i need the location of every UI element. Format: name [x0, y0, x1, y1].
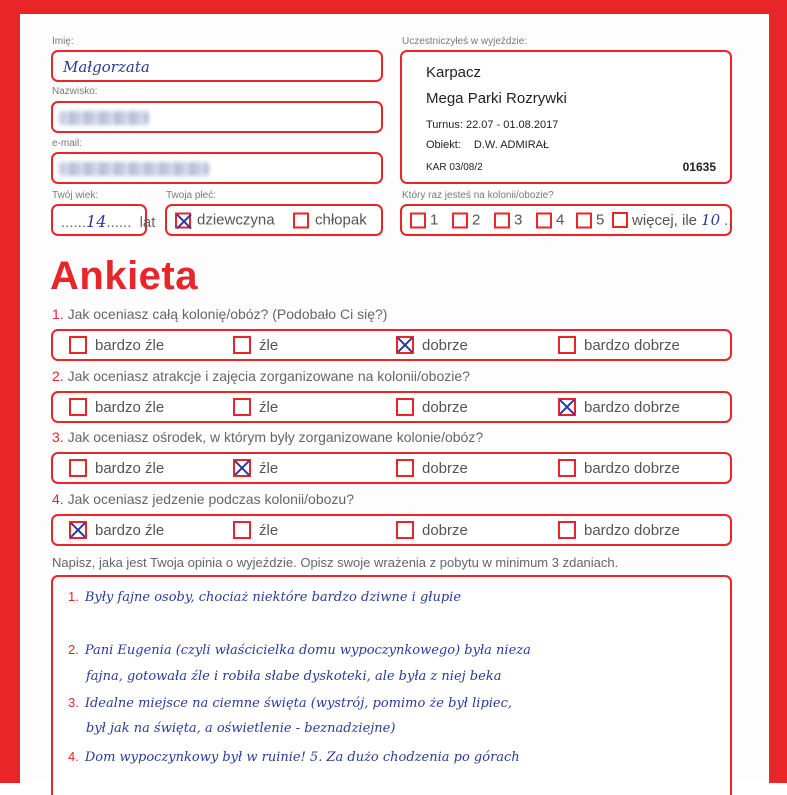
gender-field [165, 204, 383, 236]
rating-label: bardzo źle [95, 459, 165, 477]
question-2-option[interactable] [558, 398, 680, 416]
surname-redacted [59, 111, 149, 125]
question-3-options [51, 452, 732, 484]
times-5-checkbox[interactable] [576, 212, 592, 228]
times-3-checkbox[interactable] [494, 212, 510, 228]
opinion-line [68, 720, 395, 736]
name-value: Małgorzata [63, 58, 150, 76]
email-label: e-mail: [52, 138, 83, 149]
question-label: Jak oceniasz atrakcje i zajęcia zorganizowane na kolonii/obozie? [67, 368, 470, 384]
rating-label: bardzo dobrze [584, 336, 680, 354]
rating-checkbox[interactable] [233, 521, 251, 539]
times-more-label: więcej, ile [632, 211, 698, 229]
opinion-line-number: 3. [68, 695, 79, 710]
times-3-label: 3 [514, 211, 523, 229]
gender-option-boy[interactable] [293, 212, 367, 229]
opinion-line [68, 668, 501, 684]
question-4-option[interactable] [233, 521, 278, 539]
times-more-suffix: .. [724, 211, 733, 229]
opinion-line-text: był jak na święta, a oświetlenie - beznadziejne) [86, 721, 396, 736]
rating-label: bardzo źle [95, 521, 165, 539]
obiekt-label: Obiekt: [426, 139, 461, 151]
camp-number: 01635 [682, 160, 716, 174]
survey-title: Ankieta [50, 254, 198, 298]
opinion-line [68, 695, 512, 711]
gender-girl-checkbox[interactable] [175, 212, 191, 228]
age-value: 14 [86, 212, 107, 231]
rating-label: bardzo dobrze [584, 521, 680, 539]
times-option-5[interactable] [576, 212, 604, 229]
question-2-option[interactable] [233, 398, 278, 416]
rating-checkbox[interactable] [396, 521, 414, 539]
gender-label: Twoja płeć: [166, 190, 217, 201]
turnus-value: 22.07 - 01.08.2017 [465, 119, 559, 131]
rating-label: źle [259, 398, 279, 416]
rating-checkbox[interactable] [233, 398, 251, 416]
rating-checkbox[interactable] [396, 336, 414, 354]
question-2-option[interactable] [69, 398, 164, 416]
name-label: Imię: [52, 36, 74, 47]
question-3-option[interactable] [69, 459, 164, 477]
rating-checkbox[interactable] [69, 521, 87, 539]
rating-checkbox[interactable] [69, 459, 87, 477]
times-2-checkbox[interactable] [452, 212, 468, 228]
times-label: Który raz jesteś na kolonii/obozie? [402, 190, 554, 201]
question-1-option[interactable] [69, 336, 164, 354]
question-1-options [51, 329, 732, 361]
email-redacted [59, 162, 209, 176]
rating-label: dobrze [422, 521, 468, 539]
opinion-line [68, 749, 520, 765]
rating-label: dobrze [422, 459, 468, 477]
question-number: 1. [52, 306, 64, 322]
participated-label: Uczestniczyłeś w wyjeździe: [402, 36, 528, 47]
rating-checkbox[interactable] [69, 336, 87, 354]
rating-label: źle [259, 336, 279, 354]
age-dots-before: ...... [61, 214, 87, 231]
camp-info-box [400, 50, 732, 184]
question-4-option[interactable] [558, 521, 680, 539]
rating-checkbox[interactable] [558, 398, 576, 416]
question-2-option[interactable] [396, 398, 468, 416]
opinion-line-number: 4. [68, 749, 79, 764]
camp-code: KAR 03/08/2 [426, 162, 483, 173]
question-number: 4. [52, 491, 64, 507]
rating-label: bardzo dobrze [584, 459, 680, 477]
times-more-value: 10 [701, 211, 721, 229]
opinion-line-number: 2. [68, 642, 79, 657]
age-unit: lat [139, 214, 156, 231]
question-label: Jak oceniasz jedzenie podczas kolonii/obozu? [67, 491, 354, 507]
question-1-option[interactable] [396, 336, 468, 354]
camp-name: Mega Parki Rozrywki [426, 90, 567, 107]
gender-boy-label: chłopak [315, 211, 367, 229]
surname-field[interactable] [51, 101, 383, 133]
rating-label: bardzo źle [95, 398, 165, 416]
age-label: Twój wiek: [52, 190, 99, 201]
email-field[interactable] [51, 152, 383, 184]
gender-girl-label: dziewczyna [197, 211, 275, 229]
name-field[interactable] [51, 50, 383, 82]
opinion-line [68, 589, 461, 605]
times-option-2[interactable] [452, 212, 480, 229]
rating-label: bardzo dobrze [584, 398, 680, 416]
times-option-4[interactable] [536, 212, 564, 229]
question-2-text [52, 368, 470, 384]
times-4-checkbox[interactable] [536, 212, 552, 228]
question-1-text [52, 306, 387, 322]
rating-checkbox[interactable] [558, 336, 576, 354]
times-5-label: 5 [596, 211, 605, 229]
opinion-line [68, 642, 531, 658]
times-4-label: 4 [556, 211, 565, 229]
times-more-checkbox[interactable] [612, 212, 628, 228]
rating-label: źle [259, 459, 279, 477]
question-3-option[interactable] [558, 459, 680, 477]
question-number: 3. [52, 429, 64, 445]
opinion-prompt: Napisz, jaka jest Twoja opinia o wyjeździe. Opisz swoje wrażenia z pobytu w minimum 3 zdaniach. [52, 555, 619, 570]
question-4-option[interactable] [396, 521, 468, 539]
question-4-option[interactable] [69, 521, 164, 539]
opinion-line-text: Pani Eugenia (czyli właścicielka domu wypoczynkowego) była nieza [84, 643, 531, 658]
question-3-option[interactable] [233, 459, 278, 477]
turnus-label: Turnus: [426, 119, 463, 131]
question-3-text [52, 429, 483, 445]
gender-option-girl[interactable] [175, 212, 275, 229]
question-number: 2. [52, 368, 64, 384]
opinion-line-text: fajna, gotowała źle i robiła słabe dyskoteki, ale była z niej beka [86, 669, 502, 684]
opinion-line-number: 1. [68, 589, 79, 604]
gender-boy-checkbox[interactable] [293, 212, 309, 228]
times-option-3[interactable] [494, 212, 522, 229]
question-3-option[interactable] [396, 459, 468, 477]
camp-place: Karpacz [426, 64, 482, 81]
question-4-options [51, 514, 732, 546]
rating-label: źle [259, 521, 279, 539]
opinion-line-text: Idealne miejsce na ciemne święta (wystrój, pomimo że był lipiec, [84, 696, 513, 711]
rating-checkbox[interactable] [396, 398, 414, 416]
age-dots-after: ...... [106, 214, 132, 231]
times-1-label: 1 [430, 211, 439, 229]
rating-label: dobrze [422, 398, 468, 416]
question-label: Jak oceniasz całą kolonię/obóz? (Podobało Ci się?) [67, 306, 388, 322]
rating-checkbox[interactable] [396, 459, 414, 477]
question-1-option[interactable] [233, 336, 278, 354]
question-4-text [52, 491, 354, 507]
times-option-1[interactable] [410, 212, 438, 229]
rating-checkbox[interactable] [69, 398, 87, 416]
rating-checkbox[interactable] [558, 521, 576, 539]
rating-label: dobrze [422, 336, 468, 354]
obiekt-value: D.W. ADMIRAŁ [473, 139, 550, 151]
rating-checkbox[interactable] [558, 459, 576, 477]
times-2-label: 2 [472, 211, 481, 229]
times-field [400, 204, 732, 236]
opinion-line-text: Dom wypoczynkowy był w ruinie! 5. Za dużo chodzenia po górach [84, 750, 520, 765]
rating-checkbox[interactable] [233, 459, 251, 477]
opinion-line-text: Były fajne osoby, chociaż niektóre bardzo dziwne i głupie [84, 590, 462, 605]
question-2-options [51, 391, 732, 423]
surname-label: Nazwisko: [52, 86, 98, 97]
times-option-more[interactable] [612, 211, 732, 229]
times-1-checkbox[interactable] [410, 212, 426, 228]
rating-label: bardzo źle [95, 336, 165, 354]
rating-checkbox[interactable] [233, 336, 251, 354]
question-1-option[interactable] [558, 336, 680, 354]
age-field[interactable] [51, 204, 156, 236]
question-label: Jak oceniasz ośrodek, w którym były zorganizowane kolonie/obóz? [67, 429, 484, 445]
